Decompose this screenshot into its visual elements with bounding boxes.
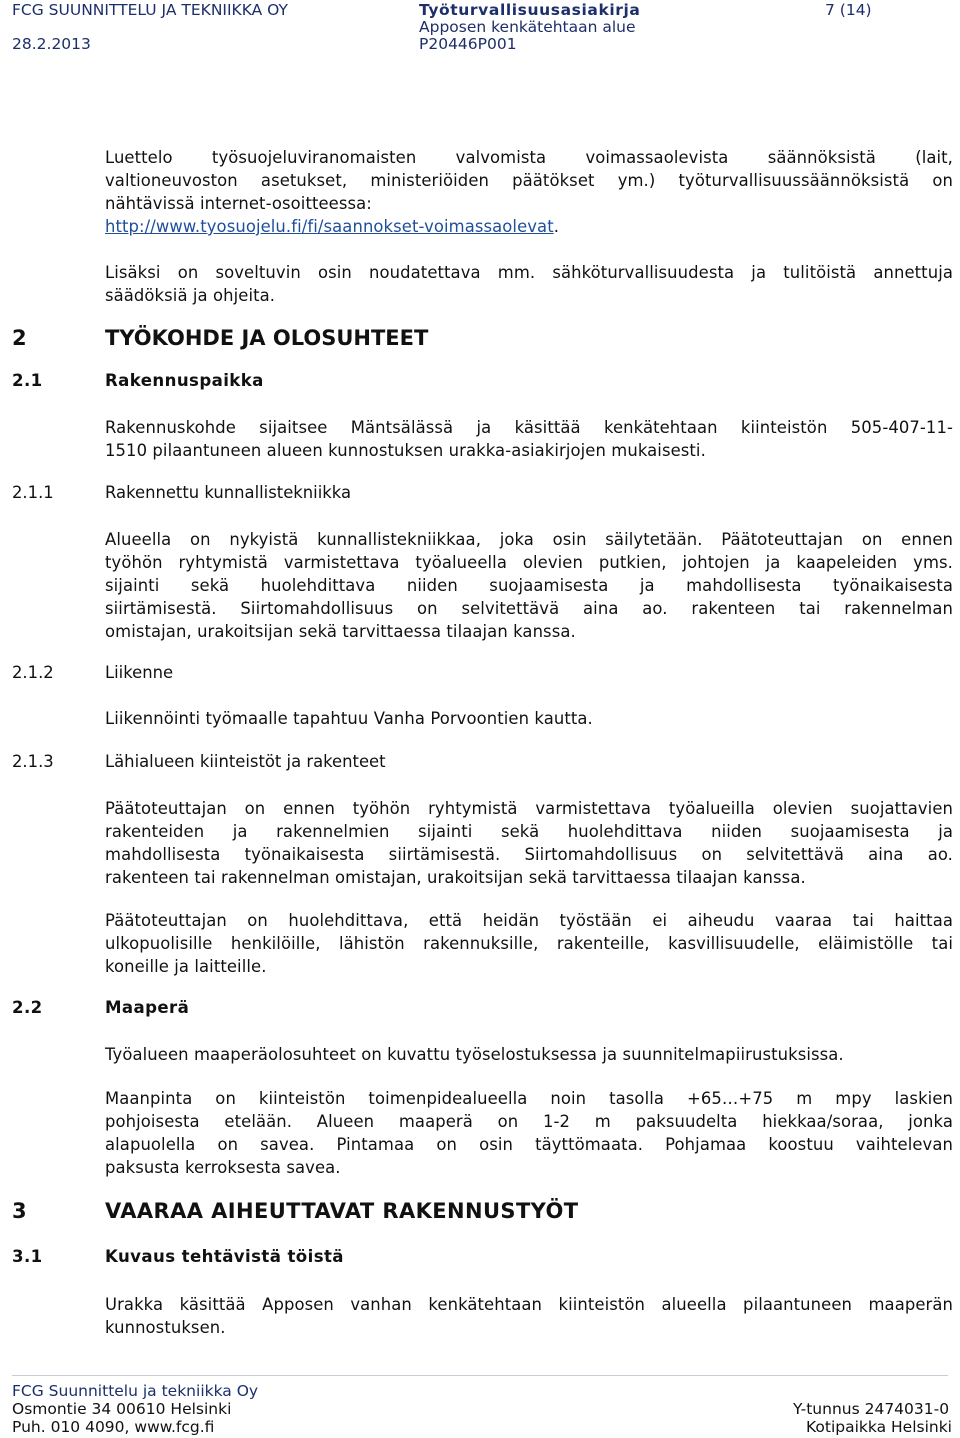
section-number: 2 [12,326,27,350]
text-line: paksusta kerroksesta savea. [105,1158,341,1177]
subsection-number: 2.2 [12,998,43,1017]
link-suffix: . [553,217,560,236]
text-line: Työalueen maaperäolosuhteet on kuvattu työselostuksessa ja suunnitelmapiirustuksissa. [105,1045,844,1064]
text-line: rakenteen tai rakennelman omistajan, urakoitsijan sekä tarvittaessa tilaajan kanssa. [105,868,806,887]
intro-paragraph [105,146,953,238]
header-company: FCG SUUNNITTELU JA TEKNIIKKA OY [12,1,288,19]
text-line: nähtävissä internet-osoitteessa: [105,194,372,213]
footer-domicile: Kotipaikka Helsinki [806,1418,952,1436]
footer-business-id: Y-tunnus 2474031-0 [793,1400,950,1418]
header-project-name: Apposen kenkätehtaan alue [419,18,636,36]
text-line: Urakka käsittää Apposen vanhan kenkätehtaan kiinteistön alueella pilaantuneen maaperän [105,1295,953,1314]
subsection-number: 2.1.1 [12,483,54,502]
text-line: mahdollisesta työnaikaisesta siirtämisestä. Siirtomahdollisuus on selvitettävä aina ao. [105,845,953,864]
header-date: 28.2.2013 [12,35,91,53]
text-line: kunnostuksen. [105,1318,226,1337]
paragraph-2-1-2 [105,707,953,730]
subsection-title: Rakennuspaikka [105,371,264,390]
subsection-title: Maaperä [105,998,190,1017]
section-title: VAARAA AIHEUTTAVAT RAKENNUSTYÖT [105,1199,579,1223]
paragraph-2-2b [105,1087,953,1179]
regulations-link[interactable]: http://www.tyosuojelu.fi/fi/saannokset-voimassaolevat [105,217,554,236]
footer-divider [12,1375,948,1376]
text-line: Alueella on nykyistä kunnallistekniikkaa, joka osin säilytetään. Päätoteuttajan on ennen [105,530,953,549]
paragraph-2-1-1 [105,528,953,643]
header-doc-type: Työturvallisuusasiakirja [419,1,641,19]
text-line: alapuolella on savea. Pintamaa on osin täyttömaata. Pohjamaa koostuu vaihtelevan [105,1135,953,1154]
text-line: työhön ryhtymistä varmistettava työalueella olevien putkien, johtojen ja kaapeleiden yms. [105,553,953,572]
text-line: säädöksiä ja ohjeita. [105,286,276,305]
text-line: rakenteiden ja rakennelmien sijainti sekä huolehdittava niiden suojaamisesta ja [105,822,953,841]
paragraph-2-1-3a [105,797,953,889]
paragraph-2-2a [105,1043,953,1066]
subsection-title: Liikenne [105,663,174,682]
text-line: Rakennuskohde sijaitsee Mäntsälässä ja käsittää kenkätehtaan kiinteistön 505-407-11- [105,418,953,437]
subsection-number: 2.1.2 [12,663,54,682]
text-line: omistajan, urakoitsijan sekä tarvittaessa tilaajan kanssa. [105,622,576,641]
header-project-code: P20446P001 [419,35,517,53]
footer-address: Osmontie 34 00610 Helsinki [12,1400,232,1418]
text-line: Lisäksi on soveltuvin osin noudatettava mm. sähköturvallisuudesta ja tulitöistä annettuja [105,263,953,282]
text-line: Maanpinta on kiinteistön toimenpidealueella noin tasolla +65…+75 m mpy laskien [105,1089,953,1108]
subsection-number: 2.1.3 [12,752,54,771]
footer-company: FCG Suunnittelu ja tekniikka Oy [12,1382,259,1400]
text-line: Päätoteuttajan on ennen työhön ryhtymistä varmistettava työalueilla olevien suojattavien [105,799,953,818]
subsection-number: 3.1 [12,1247,43,1266]
subsection-title: Kuvaus tehtävistä töistä [105,1247,344,1266]
section-title: TYÖKOHDE JA OLOSUHTEET [105,326,429,350]
page-header [0,0,960,62]
footer-contact: Puh. 010 4090, www.fcg.fi [12,1418,215,1436]
subsection-title: Rakennettu kunnallistekniikka [105,483,352,502]
paragraph-3-1 [105,1293,953,1339]
subsection-number: 2.1 [12,371,43,390]
paragraph-2-1-3b [105,909,953,978]
text-line: ulkopuolisille henkilöille, lähistön rakennuksille, rakenteille, kasvillisuudelle, eläimistölle tai [105,934,953,953]
paragraph-2-1 [105,416,953,462]
page-footer [0,1375,960,1438]
link-line [105,215,953,238]
section-number: 3 [12,1199,27,1223]
subsection-title: Lähialueen kiinteistöt ja rakenteet [105,752,386,771]
text-line: koneille ja laitteille. [105,957,267,976]
text-line: Päätoteuttajan on huolehdittava, että heidän työstään ei aiheudu vaaraa tai haittaa [105,911,953,930]
text-line: Luettelo työsuojeluviranomaisten valvomista voimassaolevista säännöksistä (lait, [105,148,953,167]
text-line: Liikennöinti työmaalle tapahtuu Vanha Porvoontien kautta. [105,709,593,728]
text-line: pohjoisesta etelään. Alueen maaperä on 1-2 m paksuudelta hiekkaa/soraa, jonka [105,1112,953,1131]
text-line: sijainti sekä huolehdittava niiden suojaamisesta ja mahdollisesta työnaikaisesta [105,576,953,595]
text-line: siirtämisestä. Siirtomahdollisuus on selvitettävä aina ao. rakenteen tai rakennelman [105,599,953,618]
text-line: 1510 pilaantuneen alueen kunnostuksen urakka-asiakirjojen mukaisesti. [105,441,706,460]
header-page-number: 7 (14) [825,1,872,19]
text-line: valtioneuvoston asetukset, ministeriöiden päätökset ym.) työturvallisuussäännöksistä on [105,171,953,190]
intro-paragraph-2 [105,261,953,307]
